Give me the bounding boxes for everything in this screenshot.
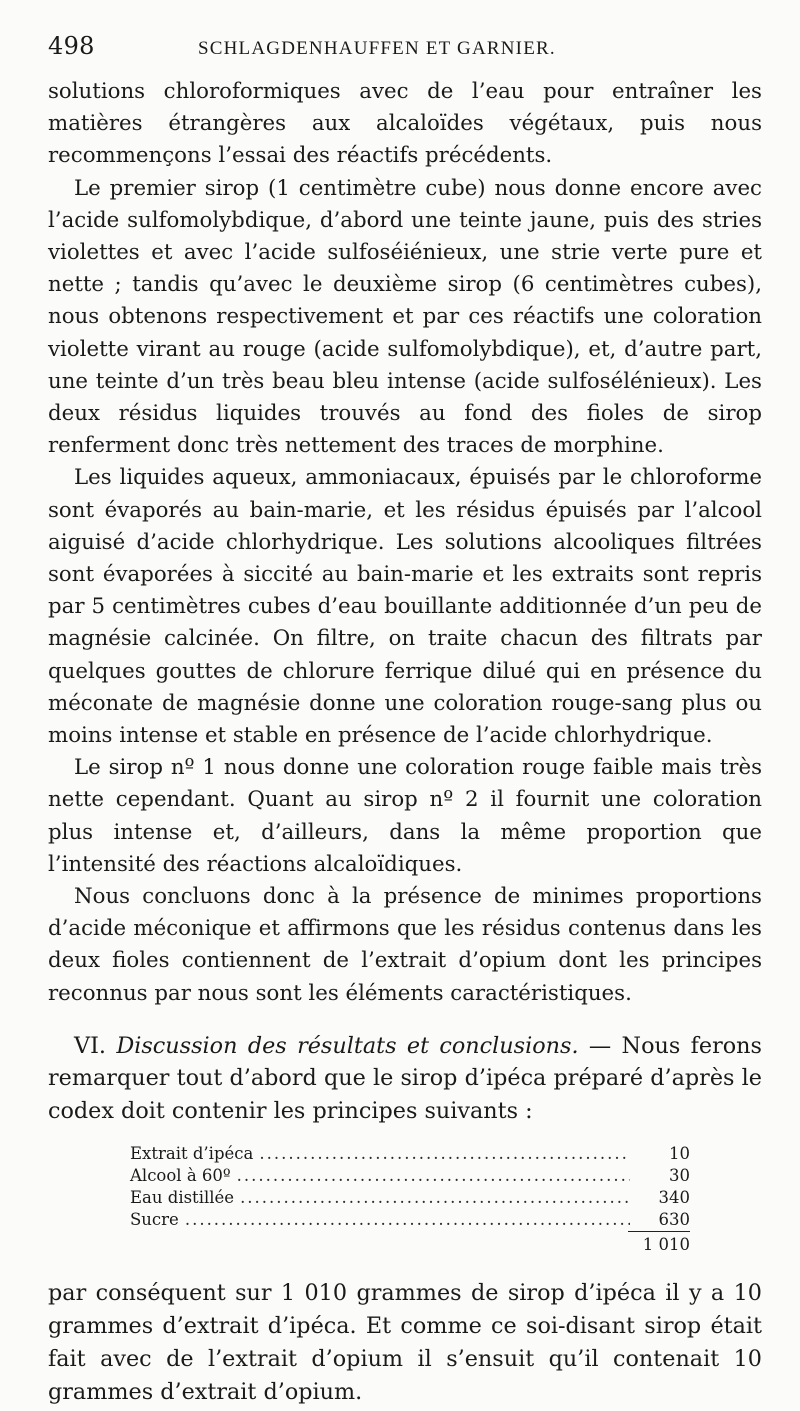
section-title: Discussion des résultats et conclusions. [116, 1032, 579, 1059]
running-head-authors: SCHLAGDENHAUFFEN ET GARNIER. [198, 38, 556, 59]
running-head [48, 32, 762, 76]
recipe-quantity: 30 [669, 1166, 690, 1186]
leader-dots [185, 1209, 630, 1231]
page-number: 498 [48, 32, 95, 60]
recipe-label: Alcool à 60º [130, 1166, 231, 1186]
recipe-row [130, 1209, 690, 1231]
recipe-quantity: 630 [658, 1210, 690, 1230]
recipe-row [130, 1187, 690, 1209]
leader-dots [259, 1143, 630, 1165]
recipe-table [130, 1143, 690, 1255]
closing-paragraph: par conséquent sur 1 010 grammes de sirop d’ipéca il y a 10 grammes d’extrait d’ipéca. Et comme ce soi-disant sirop était fait avec de l’extrait d’opium il s’ensuit qu’il contenait 10 grammes d’extrait d’opium. [48, 1280, 762, 1406]
recipe-label: Sucre [130, 1210, 179, 1230]
recipe-total-row [130, 1231, 690, 1255]
section-number: VI. [74, 1032, 106, 1059]
paragraph-1: solutions chloroformiques avec de l’eau pour entraîner les matières étrangères aux alcaloïdes végétaux, puis nous recommençons l’essai des réactifs précédents. [48, 79, 762, 169]
section-vi [48, 1030, 762, 1128]
leader-dots [237, 1165, 630, 1187]
recipe-label: Extrait d’ipéca [130, 1144, 254, 1164]
paragraph-5: Nous concluons donc à la présence de minimes proportions d’acide méconique et affirmons que les résidus contenus dans les deux fioles contiennent de l’extrait d’opium dont les principes reconnus par nous sont les éléments caractéristiques. [48, 884, 762, 1006]
recipe-row [130, 1143, 690, 1165]
recipe-row [130, 1165, 690, 1187]
recipe-total: 1 010 [628, 1231, 690, 1255]
recipe-quantity: 10 [669, 1144, 690, 1164]
leader-dots [240, 1187, 630, 1209]
section-text: — Nous ferons remarquer tout d’abord que le sirop d’ipéca préparé d’après le codex doit contenir les principes suivants : [48, 1032, 762, 1124]
recipe-label: Eau distillée [130, 1188, 235, 1208]
body-text [48, 76, 762, 1010]
recipe-quantity: 340 [658, 1188, 690, 1208]
paragraph-4: Le sirop nº 1 nous donne une coloration rouge faible mais très nette cependant. Quant au sirop nº 2 il fournit une coloration plus intense et, d’ailleurs, dans la même proportion que l’intensité des réactions alcaloïdiques. [48, 755, 762, 877]
paragraph-2: Le premier sirop (1 centimètre cube) nous donne encore avec l’acide sulfomolybdique, d’abord une teinte jaune, puis des stries violettes et avec l’acide sulfoséiénieux, une strie verte pure et nette ; tandis qu’avec le deuxième sirop (6 centimètres cubes), nous obtenons respectivement et par ces réactifs une coloration violette virant au rouge (acide sulfomolybdique), et, d’autre part, une teinte d’un très beau bleu intense (acide sulfosélénieux). Les deux résidus liquides trouvés au fond des fioles de sirop renferment donc très nettement des traces de morphine. [48, 175, 762, 459]
paragraph-3: Les liquides aqueux, ammoniacaux, épuisés par le chloroforme sont évaporés au bain-marie, et les résidus épuisés par l’alcool aiguisé d’acide chlorhydrique. Les solutions alcooliques filtrées sont évaporées à siccité au bain-marie et les extraits sont repris par 5 centimètres cubes d’eau bouillante additionnée d’un peu de magnésie calcinée. On filtre, on traite chacun des filtrats par quelques gouttes de chlorure ferrique dilué qui en présence du méconate de magnésie donne une coloration rouge-sang plus ou moins intense et stable en présence de l’acide chlorhydrique. [48, 465, 762, 749]
